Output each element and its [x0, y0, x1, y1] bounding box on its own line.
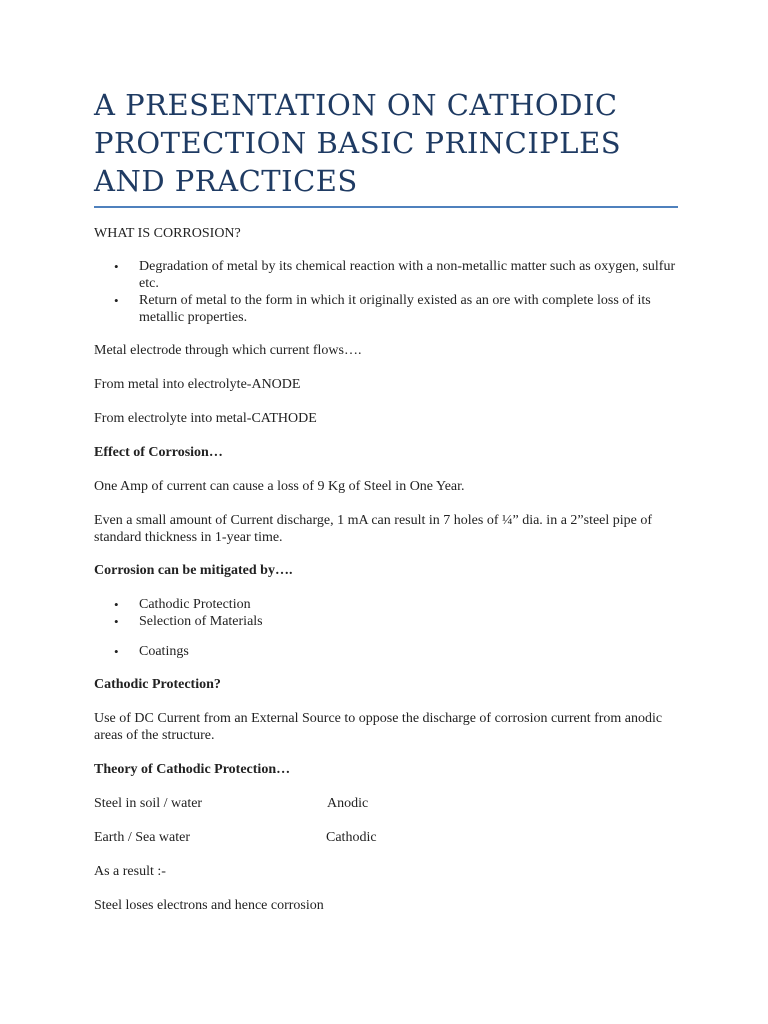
page-title: A PRESENTATION ON CATHODIC PROTECTION BASIC PRINCIPLES AND PRACTICES — [94, 86, 678, 208]
corrosion-heading: WHAT IS CORROSION? — [94, 226, 241, 241]
anode-paragraph: From metal into electrolyte-ANODE — [94, 377, 301, 392]
effect-paragraph-2: Even a small amount of Current discharge, 1 mA can result in 7 holes of ¼” dia. in a 2”steel pipe of standard thickness in 1-year time. — [94, 513, 653, 545]
effect-paragraph-1: One Amp of current can cause a loss of 9 Kg of Steel in One Year. — [94, 479, 465, 494]
theory-row — [94, 829, 678, 846]
cathode-paragraph: From electrolyte into metal-CATHODE — [94, 411, 317, 426]
cathodic-protection-heading: Cathodic Protection? — [94, 677, 221, 692]
cathodic-protection-paragraph: Use of DC Current from an External Source to oppose the discharge of corrosion current from anodic areas of the structure. — [94, 711, 663, 743]
electrode-paragraph: Metal electrode through which current flows…. — [94, 343, 362, 358]
effect-heading: Effect of Corrosion… — [94, 445, 223, 460]
list-item: • Selection of Materials — [94, 613, 678, 630]
mitigation-heading: Corrosion can be mitigated by…. — [94, 563, 293, 578]
list-item: • Degradation of metal by its chemical reaction with a non-metallic matter such as oxygen, sulfur etc. — [94, 258, 678, 292]
result-paragraph: As a result :- — [94, 864, 166, 879]
steel-paragraph: Steel loses electrons and hence corrosion — [94, 898, 324, 913]
theory-row — [94, 795, 678, 812]
corrosion-bullet-list — [94, 258, 678, 326]
theory-row-label: Earth / Sea water — [94, 830, 191, 845]
document-page — [94, 86, 678, 914]
list-item: • Coatings — [94, 643, 678, 660]
theory-row-label: Steel in soil / water — [94, 796, 203, 811]
list-item: • Return of metal to the form in which it originally existed as an ore with complete loss of its metallic properties. — [94, 292, 678, 326]
theory-row-value: Anodic — [327, 796, 369, 811]
theory-row-value: Cathodic — [326, 830, 377, 845]
theory-heading: Theory of Cathodic Protection… — [94, 762, 291, 777]
mitigation-bullet-list — [94, 596, 678, 660]
list-item: • Cathodic Protection — [94, 596, 678, 613]
